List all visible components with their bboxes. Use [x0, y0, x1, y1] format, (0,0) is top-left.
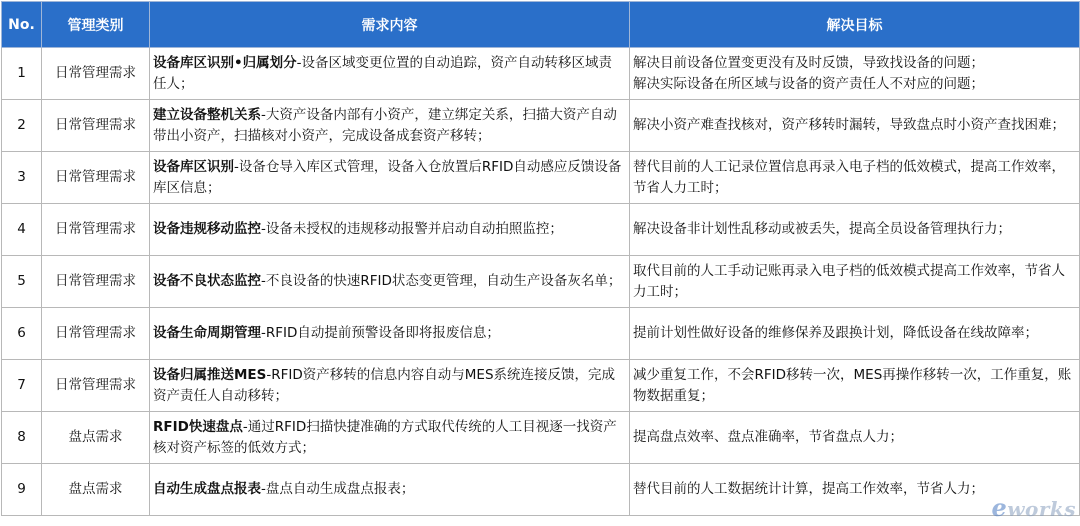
requirement-title: 建立设备整机关系 — [153, 106, 261, 123]
requirement-text: -不良设备的快速RFID状态变更管理，自动生产设备灰名单； — [261, 273, 622, 289]
row-category: 日常管理需求 — [42, 256, 150, 308]
requirement-text: -设备未授权的违规移动报警并启动自动拍照监控； — [261, 221, 563, 237]
requirement-title: RFID快速盘点 — [153, 418, 243, 435]
row-no: 4 — [2, 204, 42, 256]
header-no: No. — [2, 2, 42, 48]
requirement-text: -RFID自动提前预警设备即将报废信息； — [261, 325, 500, 341]
row-category: 日常管理需求 — [42, 48, 150, 100]
row-no: 9 — [2, 464, 42, 516]
eworks-watermark-logo: eworks — [991, 493, 1076, 522]
row-goal: 取代目前的人工手动记账再录入电子档的低效模式提高工作效率，节省人力工时； — [630, 256, 1080, 308]
table-row — [2, 256, 1080, 308]
table-row — [2, 360, 1080, 412]
row-requirement — [150, 48, 630, 100]
row-requirement — [150, 412, 630, 464]
row-category: 盘点需求 — [42, 412, 150, 464]
table-row — [2, 100, 1080, 152]
row-category: 日常管理需求 — [42, 360, 150, 412]
requirement-text: -大资产设备内部有小资产，建立绑定关系，扫描大资产自动带出小资产，扫描核对小资产，完成设备成套资产移转； — [153, 106, 617, 144]
header-requirement: 需求内容 — [150, 2, 630, 48]
requirement-title: 设备违规移动监控 — [153, 221, 261, 237]
header-row — [2, 2, 1080, 48]
row-no: 2 — [2, 100, 42, 152]
requirement-title: 自动生成盘点报表 — [153, 481, 261, 497]
row-requirement — [150, 308, 630, 360]
requirement-title: 设备库区识别•归属划分 — [153, 54, 297, 71]
row-goal: 解决小资产难查找核对，资产移转时漏转，导致盘点时小资产查找困难； — [630, 100, 1080, 152]
requirement-text: -设备区域变更位置的自动追踪，资产自动转移区域责任人； — [153, 54, 613, 92]
row-goal: 解决设备非计划性乱移动或被丢失，提高全员设备管理执行力； — [630, 204, 1080, 256]
table-row — [2, 308, 1080, 360]
requirement-text: -盘点自动生成盘点报表； — [261, 481, 415, 497]
requirement-text: -设备仓导入库区式管理，设备入仓放置后RFID自动感应反馈设备库区信息； — [153, 158, 622, 196]
header-category: 管理类别 — [42, 2, 150, 48]
requirement-title: 设备不良状态监控 — [153, 273, 261, 289]
row-no: 1 — [2, 48, 42, 100]
table-row — [2, 152, 1080, 204]
row-goal: 减少重复工作，不会RFID移转一次，MES再操作移转一次，工作重复，账物数据重复； — [630, 360, 1080, 412]
row-category: 日常管理需求 — [42, 204, 150, 256]
row-requirement — [150, 256, 630, 308]
requirement-title: 设备库区识别 — [153, 158, 234, 175]
row-category: 日常管理需求 — [42, 100, 150, 152]
row-requirement — [150, 464, 630, 516]
row-goal: 解决目前设备位置变更没有及时反馈，导致找设备的问题； 解决实际设备在所区域与设备的资产责任人不对应的问题； — [630, 48, 1080, 100]
row-no: 5 — [2, 256, 42, 308]
requirements-table — [1, 1, 1080, 516]
row-category: 日常管理需求 — [42, 152, 150, 204]
row-goal: 替代目前的人工数据统计计算，提高工作效率，节省人力； — [630, 464, 1080, 516]
row-no: 3 — [2, 152, 42, 204]
row-category: 日常管理需求 — [42, 308, 150, 360]
table-row — [2, 204, 1080, 256]
requirement-text: -RFID资产移转的信息内容自动与MES系统连接反馈，完成资产责任人自动移转； — [153, 366, 616, 404]
row-requirement — [150, 204, 630, 256]
row-no: 6 — [2, 308, 42, 360]
row-requirement — [150, 152, 630, 204]
row-requirement — [150, 360, 630, 412]
row-goal: 替代目前的人工记录位置信息再录入电子档的低效模式，提高工作效率，节省人力工时； — [630, 152, 1080, 204]
requirement-title: 设备归属推送MES — [153, 366, 267, 383]
row-goal: 提前计划性做好设备的维修保养及跟换计划，降低设备在线故障率； — [630, 308, 1080, 360]
row-goal: 提高盘点效率、盘点准确率，节省盘点人力； — [630, 412, 1080, 464]
table-row — [2, 48, 1080, 100]
requirement-title: 设备生命周期管理 — [153, 325, 261, 341]
row-category: 盘点需求 — [42, 464, 150, 516]
header-goal: 解决目标 — [630, 2, 1080, 48]
row-no: 8 — [2, 412, 42, 464]
table-row — [2, 464, 1080, 516]
requirement-text: -通过RFID扫描快捷准确的方式取代传统的人工目视逐一找资产核对资产标签的低效方式； — [153, 418, 617, 456]
row-requirement — [150, 100, 630, 152]
row-no: 7 — [2, 360, 42, 412]
table-row — [2, 412, 1080, 464]
